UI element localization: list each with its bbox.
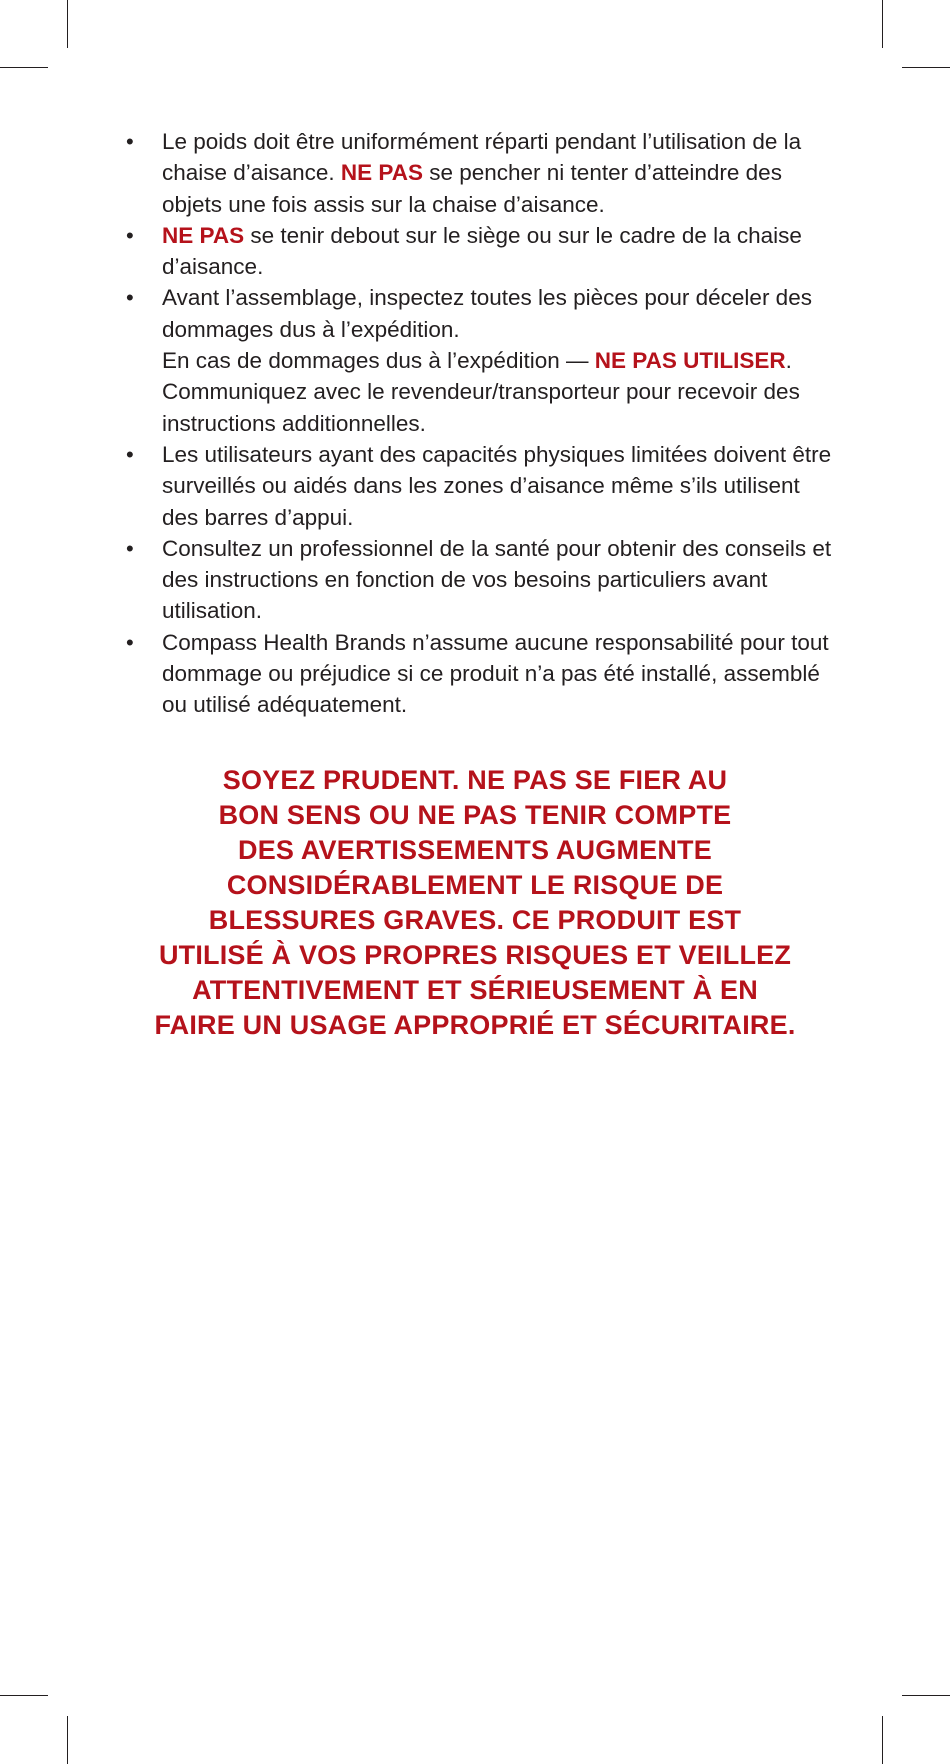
body-text: Consultez un professionnel de la santé pour obtenir des conseils et des instructions en fonction de vos besoins particuliers avant utilisation.	[162, 535, 832, 624]
bullet-icon: •	[126, 629, 134, 655]
bullet-item	[122, 282, 842, 438]
bullet-paragraph	[162, 439, 842, 533]
warning-line: SOYEZ PRUDENT. NE PAS SE FIER AU	[222, 765, 728, 795]
body-text: Le poids doit être uniformément réparti pendant l’utilisation de la chaise d’aisance.	[162, 129, 802, 186]
bullet-item	[122, 439, 842, 533]
warning-line: ATTENTIVEMENT ET SÉRIEUSEMENT À EN	[192, 975, 758, 1005]
warning-line: CONSIDÉRABLEMENT LE RISQUE DE	[226, 870, 724, 900]
crop-mark-top-right-vertical	[882, 0, 883, 48]
crop-mark-bottom-left-horizontal	[0, 1695, 48, 1696]
warning-line: DES AVERTISSEMENTS AUGMENTE	[238, 835, 712, 865]
warning-line: UTILISÉ À VOS PROPRES RISQUES ET VEILLEZ	[158, 940, 792, 970]
safety-bullet-list	[122, 126, 842, 721]
bullet-paragraph	[162, 282, 842, 345]
body-text: se pencher ni tenter d’atteindre des objets une fois assis sur la chaise d’aisance.	[162, 160, 782, 217]
warning-line: BLESSURES GRAVES. CE PRODUIT EST	[208, 905, 742, 935]
bullet-item	[122, 220, 842, 283]
body-text: . Communiquez avec le revendeur/transporteur pour recevoir des instructions additionnelles.	[162, 348, 800, 436]
crop-mark-bottom-left-vertical	[67, 1716, 68, 1764]
crop-mark-top-right-horizontal	[902, 67, 950, 68]
bullet-icon: •	[126, 285, 134, 311]
bullet-paragraph	[162, 220, 842, 283]
warning-line: BON SENS OU NE PAS TENIR COMPTE	[218, 800, 732, 830]
crop-mark-bottom-right-vertical	[882, 1716, 883, 1764]
emphasis-text: NE PAS	[340, 160, 423, 186]
bullet-paragraph	[162, 533, 842, 627]
body-text: Compass Health Brands n’assume aucune responsabilité pour tout dommage ou préjudice si ce produit n’a pas été installé, assemblé ou utilisé adéquatement.	[162, 629, 829, 718]
bullet-icon: •	[126, 129, 134, 154]
body-text: se tenir debout sur le siège ou sur le cadre de la chaise d’aisance.	[162, 222, 802, 280]
emphasis-text: NE PAS UTILISER	[594, 348, 786, 374]
bullet-paragraph	[162, 126, 842, 220]
bullet-paragraph	[162, 627, 842, 721]
warning-statement	[110, 763, 840, 1043]
bullet-item	[122, 627, 842, 721]
crop-mark-bottom-right-horizontal	[902, 1695, 950, 1696]
bullet-icon: •	[126, 222, 134, 248]
body-text: En cas de dommages dus à l’expédition —	[162, 348, 595, 374]
bullet-item	[122, 126, 842, 220]
bullet-icon: •	[126, 535, 134, 561]
emphasis-text: NE PAS	[162, 222, 245, 248]
bullet-item	[122, 533, 842, 627]
body-text: Avant l’assemblage, inspectez toutes les pièces pour déceler des dommages dus à l’expédition.	[162, 285, 812, 342]
warning-line: FAIRE UN USAGE APPROPRIÉ ET SÉCURITAIRE.	[154, 1010, 796, 1040]
crop-mark-top-left-horizontal	[0, 67, 48, 68]
body-text: Les utilisateurs ayant des capacités physiques limitées doivent être surveillés ou aidés dans les zones d’aisance même s’ils utilisent des barres d’appui.	[162, 441, 832, 530]
bullet-paragraph	[162, 345, 842, 439]
crop-mark-top-left-vertical	[67, 0, 68, 48]
bullet-icon: •	[126, 441, 134, 467]
